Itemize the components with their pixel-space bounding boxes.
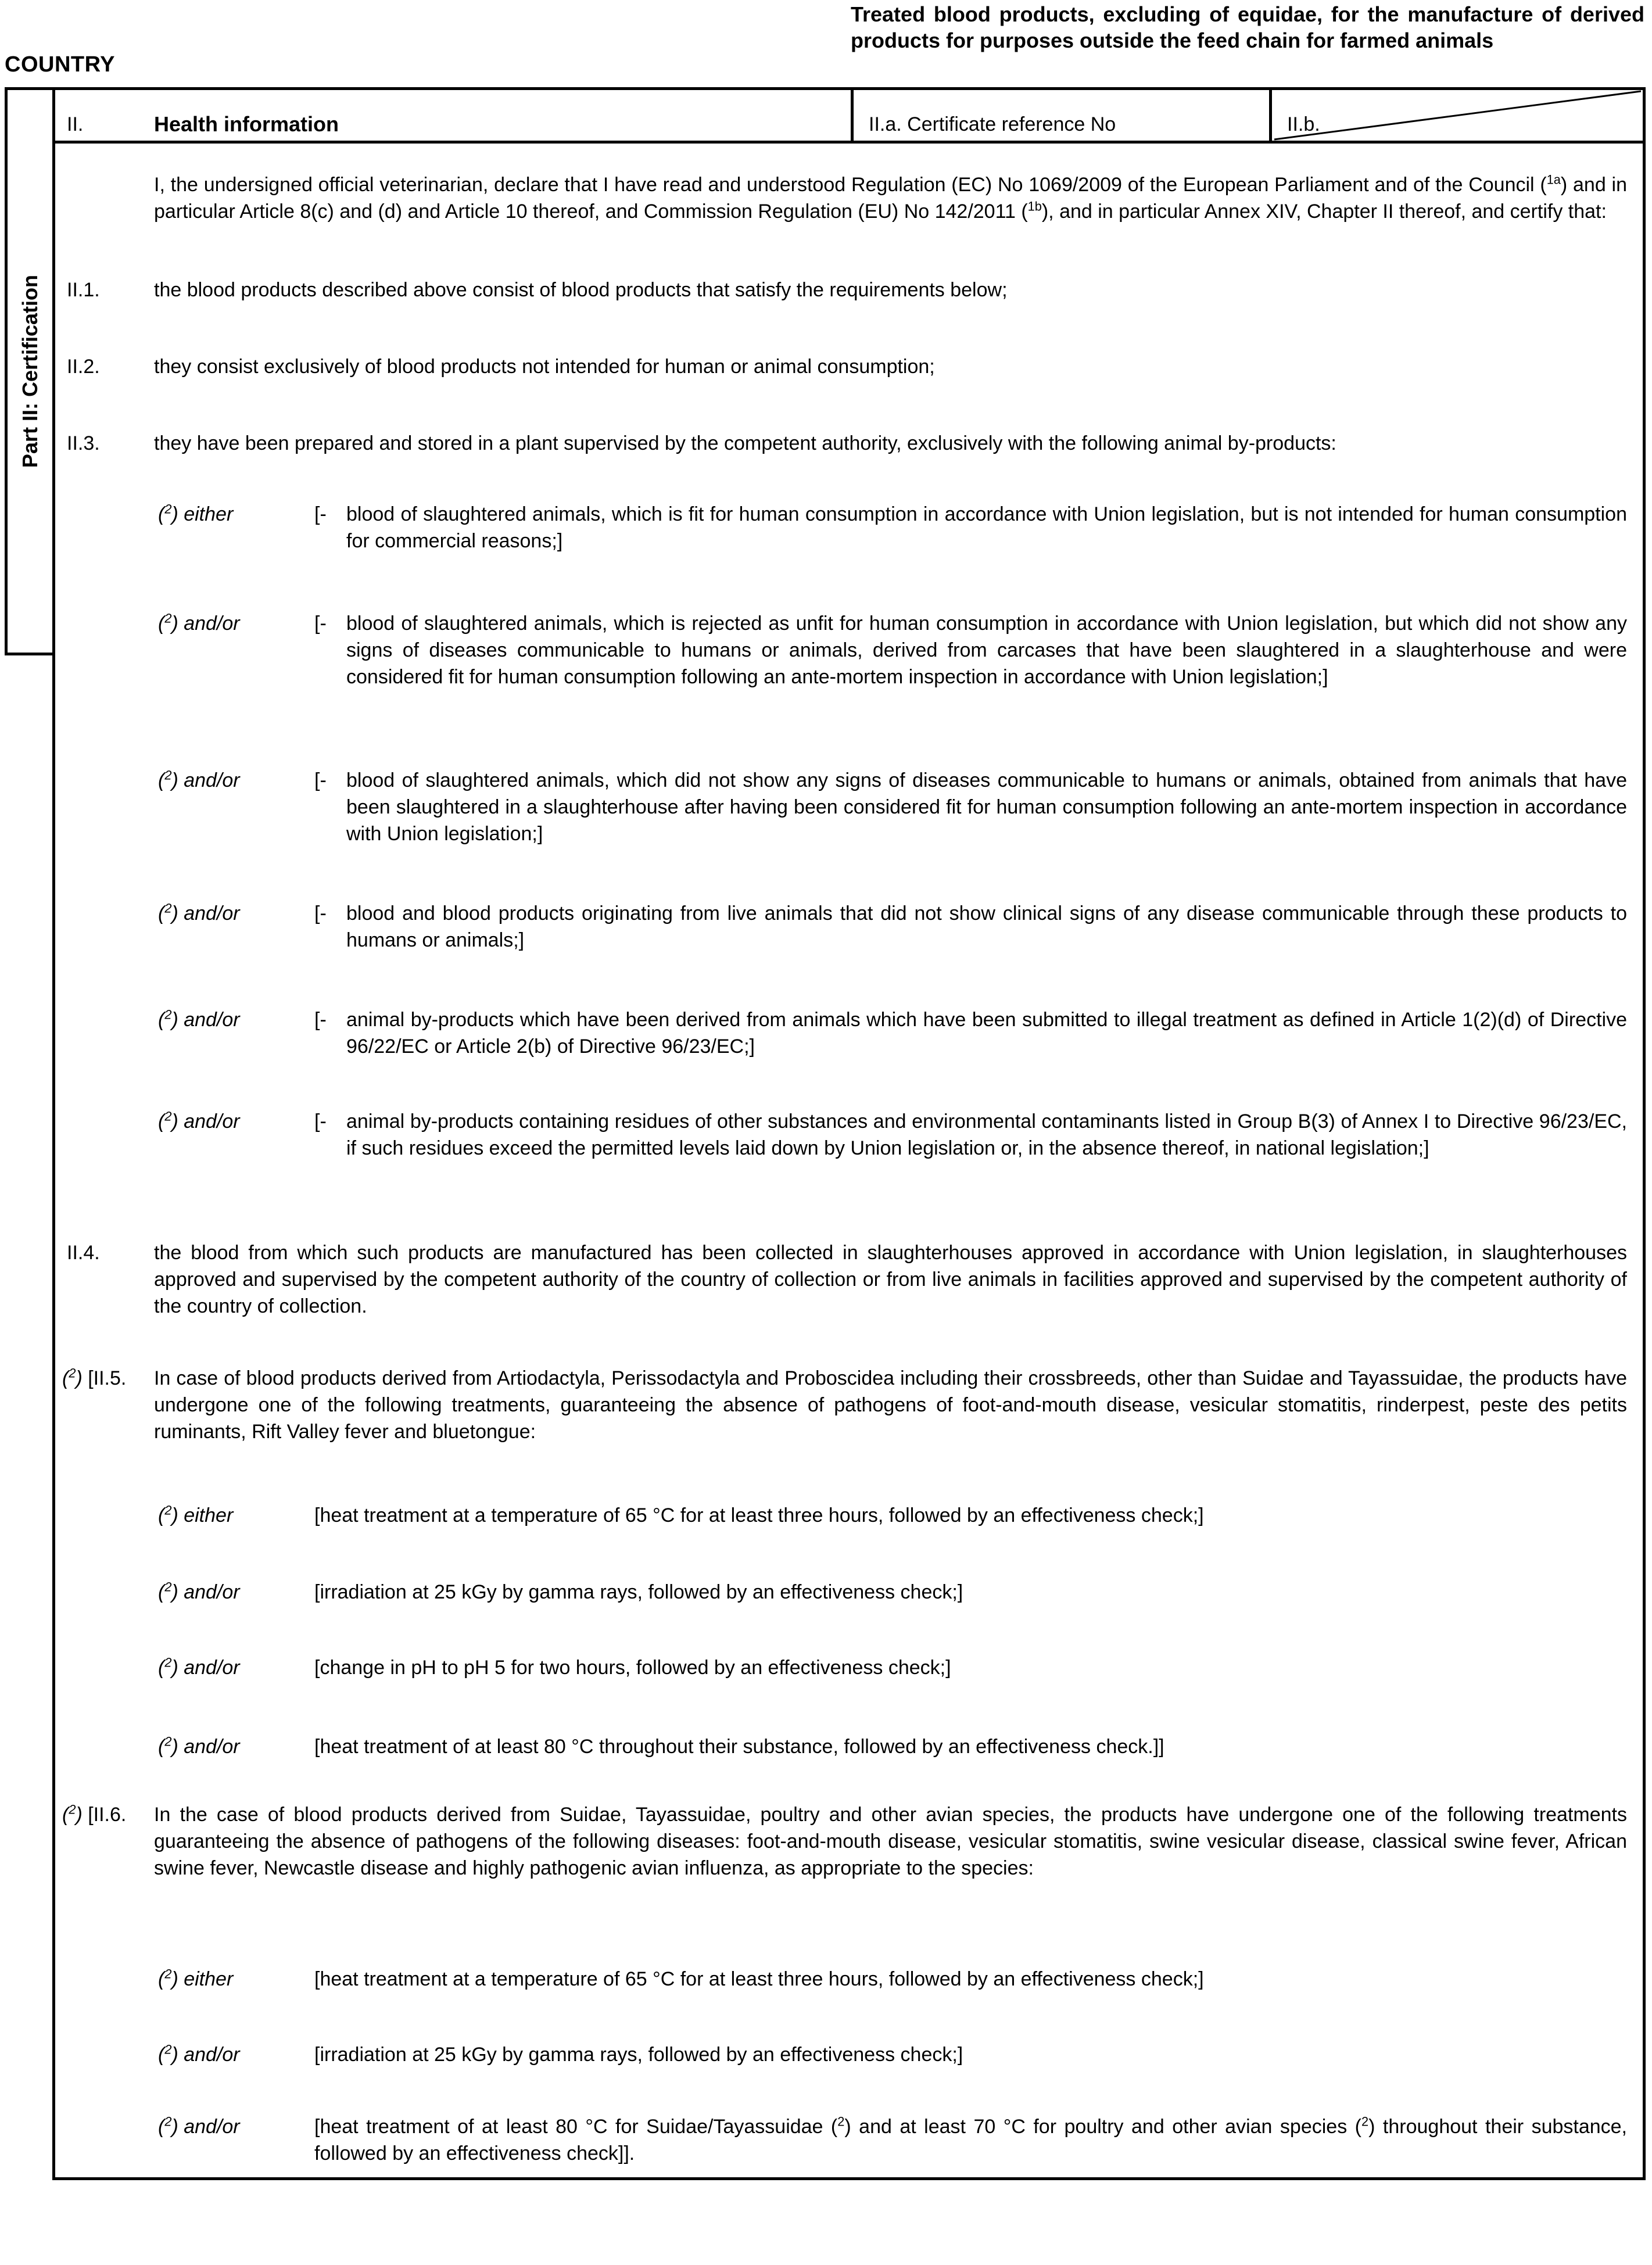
option-marker: ($^2$) and/or xyxy=(158,2042,240,2066)
footnote-ref-1a: 1a xyxy=(1546,172,1561,187)
bullet-bracket: [- xyxy=(314,769,327,791)
footnote-ref-2: 2 xyxy=(837,2114,845,2129)
header-cell-certificate-reference xyxy=(851,90,1269,141)
option-marker: ($^2$) and/or xyxy=(158,768,240,791)
treatment-item: [irradiation at 25 kGy by gamma rays, followed by an effectiveness check;] xyxy=(314,2044,963,2066)
clause-number-ii3: II.3. xyxy=(67,432,100,454)
footnote-ref-2: 2 xyxy=(164,1109,172,1124)
option-word: and/or xyxy=(184,1657,240,1679)
clause-text-ii4: the blood from which such products are manufactured has been collected in slaughterhouses approved in accordance with Union legislation, in slaughterhouses approved and supervised by the competent authority of the country of collection or from live animals in facilities approved and supervised by the competent authority of the country of collection. xyxy=(154,1242,1627,1317)
option-marker: ($^2$) and/or xyxy=(158,2114,240,2138)
option-word: and/or xyxy=(184,902,240,924)
list-item: blood of slaughtered animals, which is fit for human consumption in accordance with Union legislation, but is not intended for human consumption for commercial reasons;] xyxy=(346,503,1627,552)
footnote-ref-2: 2 xyxy=(164,1007,172,1022)
footnote-ref-2: 2 xyxy=(164,501,172,517)
option-word: and/or xyxy=(184,1110,240,1132)
sidebar-label: Part II: Certification xyxy=(17,274,42,468)
bullet-bracket: [- xyxy=(314,1110,327,1132)
bullet-bracket: [- xyxy=(314,612,327,635)
intro-text: I, the undersigned official veterinarian, declare that I have read and understood Regulation (EC) No 1069/2009 of the European Parliament and of the Council ( xyxy=(154,174,1547,196)
iib-label: II.b. xyxy=(1287,113,1320,135)
header-cell-health-information xyxy=(55,90,851,141)
footnote-ref-2: 2 xyxy=(164,1966,172,1981)
footnote-ref-2: 2 xyxy=(164,1579,172,1594)
clause-number-ii5: ($^2$) [II.5. xyxy=(62,1366,127,1389)
option-word: and/or xyxy=(184,1581,240,1603)
option-marker: ($^2$) and/or xyxy=(158,1007,240,1031)
clause-number-ii6: ($^2$) [II.6. xyxy=(62,1802,127,1826)
clause-number-ii4: II.4. xyxy=(67,1242,100,1264)
option-word: and/or xyxy=(184,1009,240,1031)
option-marker: ($^2$) and/or xyxy=(158,611,240,635)
diagonal-line xyxy=(1272,90,1643,141)
option-word: either xyxy=(184,1968,234,1990)
part-ii-sidebar xyxy=(5,87,55,655)
footnote-ref-2: 2 xyxy=(164,901,172,916)
footnote-ref-2: 2 xyxy=(1361,2114,1369,2129)
treatment-item: [irradiation at 25 kGy by gamma rays, followed by an effectiveness check;] xyxy=(314,1581,963,1603)
option-marker: ($^2$) and/or xyxy=(158,1109,240,1132)
header-cell-iib xyxy=(1269,90,1643,141)
clause-text-ii5: In case of blood products derived from Artiodactyla, Perissodactyla and Proboscidea including their crossbreeds, other than Suidae and Tayassuidae, the products have undergone one of the following treatments, guaranteeing the absence of pathogens of foot-and-mouth disease, vesicular stomatitis, rinderpest, peste des petits ruminants, Rift Valley fever and bluetongue: xyxy=(154,1367,1627,1443)
list-item: blood and blood products originating from live animals that did not show clinical signs of any disease communicable through these products to humans or animals;] xyxy=(346,902,1627,951)
footnote-ref-2: 2 xyxy=(69,1366,76,1381)
footnote-ref-2: 2 xyxy=(69,1802,76,1817)
health-information-table xyxy=(52,87,1646,2180)
option-marker: ($^2$) and/or xyxy=(158,1734,240,1758)
option-word: and/or xyxy=(184,2116,240,2138)
country-label: COUNTRY xyxy=(5,52,115,77)
option-marker: ($^2$) and/or xyxy=(158,1579,240,1603)
document-title: Treated blood products, excluding of equidae, for the manufacture of derived products for purposes outside the feed chain for farmed animals xyxy=(851,2,1644,52)
clause-number-ii2: II.2. xyxy=(67,356,100,378)
section-title: Health information xyxy=(154,112,339,136)
footnote-ref-2: 2 xyxy=(164,768,172,783)
clause-text-ii6: In the case of blood products derived from Suidae, Tayassuidae, poultry and other avian species, the products have undergone one of the following treatments guaranteeing the absence of pathogens of the following diseases: foot-and-mouth disease, vesicular stomatitis, swine vesicular disease, classical swine fever, African swine fever, Newcastle disease and highly pathogenic avian influenza, as appropriate to the species: xyxy=(154,1804,1627,1879)
bullet-bracket: [- xyxy=(314,902,327,924)
table-header-row xyxy=(55,90,1643,144)
list-item: animal by-products which have been derived from animals which have been submitted to illegal treatment as defined in Article 1(2)(d) of Directive 96/22/EC or Article 2(b) of Directive 96/23/EC;] xyxy=(346,1009,1627,1058)
option-word: either xyxy=(184,503,234,525)
option-word: and/or xyxy=(184,769,240,791)
footnote-ref-2: 2 xyxy=(164,2042,172,2057)
option-marker: ($^2$) and/or xyxy=(158,901,240,924)
option-marker: ($^2$) either xyxy=(158,1503,234,1526)
footnote-ref-2: 2 xyxy=(164,1655,172,1670)
clause-text-ii3: they have been prepared and stored in a plant supervised by the competent authority, exclusively with the following animal by-products: xyxy=(154,432,1336,454)
option-word: either xyxy=(184,1504,234,1526)
treatment-item: [heat treatment at a temperature of 65 °C for at least three hours, followed by an effectiveness check;] xyxy=(314,1968,1204,1990)
treatment-item: [heat treatment at a temperature of 65 °C for at least three hours, followed by an effectiveness check;] xyxy=(314,1504,1204,1526)
option-marker: ($^2$) and/or xyxy=(158,1655,240,1679)
list-item: blood of slaughtered animals, which is rejected as unfit for human consumption in accordance with Union legislation, but which did not show any signs of diseases communicable to humans or animals, derived from carcases that have been slaughtered in a slaughterhouse and were considered fit for human consumption following an ante-mortem inspection in accordance with Union legislation;] xyxy=(346,612,1627,688)
list-item: blood of slaughtered animals, which did not show any signs of diseases communicable to humans or animals, obtained from animals that have been slaughtered in a slaughterhouse after having been considered fit for human consumption following an ante-mortem inspection in accordance with Union legislation;] xyxy=(346,769,1627,845)
treatment-item: [heat treatment of at least 80 °C for Suidae/Tayassuidae ($^2$) and at least 70 °C for poultry and other avian species ($^2$) throughout their substance, followed by an effectiveness check]]. xyxy=(314,2114,1628,2164)
option-word: and/or xyxy=(184,1736,240,1758)
option-marker: ($^2$) either xyxy=(158,501,234,525)
treatment-item: [heat treatment of at least 80 °C throughout their substance, followed by an effectiveness check.]] xyxy=(314,1736,1164,1758)
clause-text-ii1: the blood products described above consist of blood products that satisfy the requirements below; xyxy=(154,279,1008,301)
option-word: and/or xyxy=(184,612,240,635)
intro-paragraph: I, the undersigned official veterinarian, declare that I have read and understood Regulation (EC) No 1069/2009 of the European Parliament and of the Council ($^{1a}$) and in particular Article 8(c) and (d) and Article 10 thereof, and Commission Regulation (EU) No 142/2011 ($^{1b}$), and in particular Annex XIV, Chapter II thereof, and certify that: xyxy=(154,172,1627,223)
clause-text-ii2: they consist exclusively of blood products not intended for human or animal consumption; xyxy=(154,356,935,378)
footnote-ref-1b: 1b xyxy=(1027,199,1042,214)
clause-number-ii1: II.1. xyxy=(67,279,100,301)
footnote-ref-2: 2 xyxy=(164,2114,172,2129)
list-item: animal by-products containing residues of other substances and environmental contaminants listed in Group B(3) of Annex I to Directive 96/23/EC, if such residues exceed the permitted levels laid down by Union legislation or, in the absence thereof, in national legislation;] xyxy=(346,1110,1627,1159)
section-number: II. xyxy=(67,113,84,135)
option-word: and/or xyxy=(184,2044,240,2066)
footnote-ref-2: 2 xyxy=(164,1734,172,1749)
bullet-bracket: [- xyxy=(314,503,327,525)
option-marker: ($^2$) either xyxy=(158,1966,234,1990)
footnote-ref-2: 2 xyxy=(164,1503,172,1518)
footnote-ref-2: 2 xyxy=(164,611,172,626)
bullet-bracket: [- xyxy=(314,1009,327,1031)
certificate-reference-label: II.a. Certificate reference No xyxy=(869,113,1116,135)
treatment-item: [change in pH to pH 5 for two hours, followed by an effectiveness check;] xyxy=(314,1657,951,1679)
